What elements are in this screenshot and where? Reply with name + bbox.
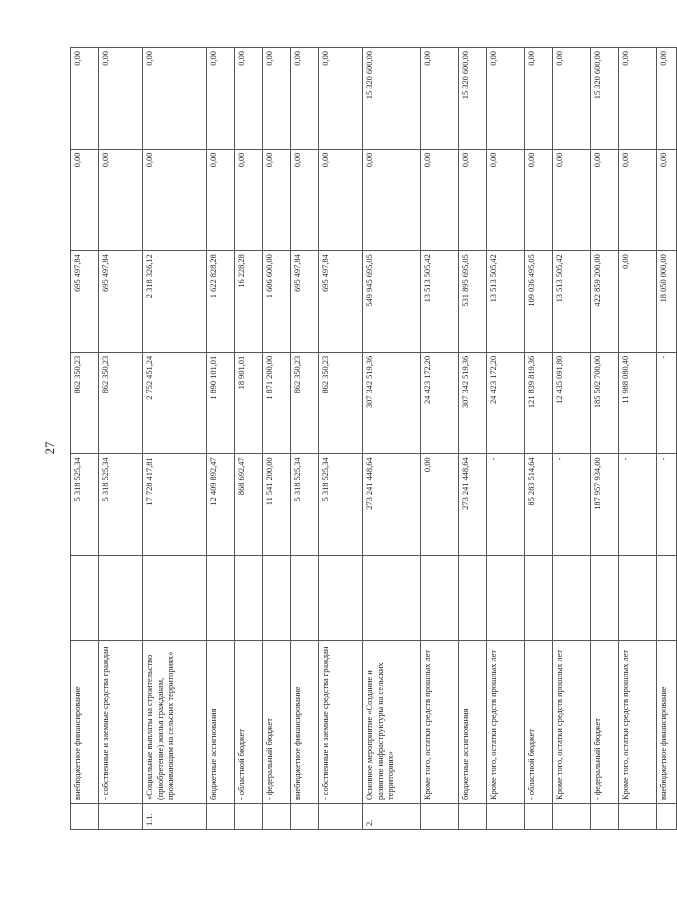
value-cell: 0,00: [207, 149, 235, 251]
value-cell: 0,00: [143, 149, 207, 251]
value-cell: 16 228,28: [235, 251, 263, 353]
row-number: [459, 804, 487, 830]
value-cell: 15 320 600,00: [591, 48, 619, 150]
value-cell: 0,00: [619, 251, 657, 353]
table-row: [71, 48, 99, 830]
value-cell: -: [553, 454, 591, 556]
table-row: [235, 48, 263, 830]
value-cell: 0,00: [319, 149, 363, 251]
row-name: - областной бюджет: [235, 641, 263, 804]
row-name: внебюджетное финансирование: [291, 641, 319, 804]
table-row: [525, 48, 553, 830]
row-number: [319, 804, 363, 830]
row-responsible: [487, 556, 525, 641]
table-row: [207, 48, 235, 830]
row-number: [553, 804, 591, 830]
table-row: [591, 48, 619, 830]
value-cell: 24 423 172,20: [421, 352, 459, 454]
value-cell: 0,00: [553, 48, 591, 150]
row-name: внебюджетное финансирование: [71, 641, 99, 804]
row-number: [657, 804, 677, 830]
value-cell: 0,00: [525, 48, 553, 150]
row-number: [591, 804, 619, 830]
value-cell: 2 318 326,12: [143, 251, 207, 353]
value-cell: 185 502 700,00: [591, 352, 619, 454]
row-responsible: [99, 556, 143, 641]
value-cell: 5 318 525,34: [291, 454, 319, 556]
value-cell: 695 497,84: [99, 251, 143, 353]
value-cell: 0,00: [619, 48, 657, 150]
row-responsible: [291, 556, 319, 641]
row-name: Кроме того, остатки средств прошлых лет: [619, 641, 657, 804]
value-cell: 0,00: [235, 48, 263, 150]
value-cell: 18 050 000,00: [657, 251, 677, 353]
row-name: внебюджетное финансирование: [657, 641, 677, 804]
row-number: 2.: [363, 804, 421, 830]
value-cell: -: [657, 352, 677, 454]
value-cell: 531 895 695,05: [459, 251, 487, 353]
value-cell: 15 320 600,00: [459, 48, 487, 150]
table-row: [459, 48, 487, 830]
row-number: [291, 804, 319, 830]
row-number: [263, 804, 291, 830]
value-cell: 109 036 495,05: [525, 251, 553, 353]
value-cell: 0,00: [525, 149, 553, 251]
row-responsible: [263, 556, 291, 641]
row-name: Кроме того, остатки средств прошлых лет: [487, 641, 525, 804]
value-cell: 0,00: [291, 149, 319, 251]
value-cell: 0,00: [459, 149, 487, 251]
value-cell: 13 513 505,42: [421, 251, 459, 353]
value-cell: 1 871 200,00: [263, 352, 291, 454]
value-cell: 422 859 200,00: [591, 251, 619, 353]
row-number: [487, 804, 525, 830]
value-cell: 868 692,47: [235, 454, 263, 556]
row-number: [421, 804, 459, 830]
value-cell: 0,00: [487, 149, 525, 251]
value-cell: 0,00: [235, 149, 263, 251]
row-name: бюджетные ассигнования: [207, 641, 235, 804]
rotated-table-container: [70, 48, 668, 830]
table-row: [143, 48, 207, 830]
row-name: бюджетные ассигнования: [459, 641, 487, 804]
table-row: [291, 48, 319, 830]
value-cell: 695 497,84: [291, 251, 319, 353]
table-row: [657, 48, 677, 830]
value-cell: 0,00: [291, 48, 319, 150]
value-cell: 695 497,84: [71, 251, 99, 353]
value-cell: 13 513 505,42: [487, 251, 525, 353]
table-row: [619, 48, 657, 830]
value-cell: 0,00: [263, 149, 291, 251]
value-cell: 5 318 525,34: [319, 454, 363, 556]
value-cell: 5 318 525,34: [99, 454, 143, 556]
value-cell: 15 320 600,00: [363, 48, 421, 150]
row-responsible: [619, 556, 657, 641]
value-cell: 0,00: [363, 149, 421, 251]
value-cell: 273 241 448,64: [459, 454, 487, 556]
value-cell: 13 513 505,42: [553, 251, 591, 353]
row-number: [619, 804, 657, 830]
value-cell: 862 350,23: [71, 352, 99, 454]
value-cell: 862 350,23: [319, 352, 363, 454]
value-cell: 1 606 600,00: [263, 251, 291, 353]
row-responsible: [143, 556, 207, 641]
value-cell: 187 957 934,00: [591, 454, 619, 556]
financing-table: [70, 47, 677, 830]
row-responsible: [207, 556, 235, 641]
row-responsible: [525, 556, 553, 641]
row-name: - федеральный бюджет: [591, 641, 619, 804]
row-name: Кроме того, остатки средств прошлых лет: [421, 641, 459, 804]
value-cell: 0,00: [421, 149, 459, 251]
value-cell: 0,00: [143, 48, 207, 150]
value-cell: 5 318 525,34: [71, 454, 99, 556]
value-cell: 11 541 200,00: [263, 454, 291, 556]
value-cell: 1 890 101,01: [207, 352, 235, 454]
row-number: [207, 804, 235, 830]
value-cell: 0,00: [71, 48, 99, 150]
row-responsible: [657, 556, 677, 641]
table-row: [421, 48, 459, 830]
row-name: Кроме того, остатки средств прошлых лет: [553, 641, 591, 804]
table-row: [263, 48, 291, 830]
value-cell: -: [619, 454, 657, 556]
page-number: 27: [42, 441, 57, 455]
value-cell: 2 752 451,24: [143, 352, 207, 454]
value-cell: 17 728 417,81: [143, 454, 207, 556]
table-row: [363, 48, 421, 830]
row-responsible: [363, 556, 421, 641]
value-cell: 121 839 819,36: [525, 352, 553, 454]
value-cell: 0,00: [421, 48, 459, 150]
row-responsible: [319, 556, 363, 641]
value-cell: 862 350,23: [99, 352, 143, 454]
table-row: [99, 48, 143, 830]
value-cell: 0,00: [619, 149, 657, 251]
value-cell: 695 497,84: [319, 251, 363, 353]
value-cell: 273 241 448,64: [363, 454, 421, 556]
row-responsible: [591, 556, 619, 641]
row-number: [525, 804, 553, 830]
value-cell: 0,00: [319, 48, 363, 150]
value-cell: 307 342 519,36: [363, 352, 421, 454]
value-cell: 12 435 091,80: [553, 352, 591, 454]
row-number: [235, 804, 263, 830]
value-cell: 0,00: [99, 149, 143, 251]
value-cell: 862 350,23: [291, 352, 319, 454]
value-cell: 0,00: [421, 454, 459, 556]
row-responsible: [421, 556, 459, 641]
row-name: - областной бюджет: [525, 641, 553, 804]
value-cell: 24 423 172,20: [487, 352, 525, 454]
value-cell: -: [487, 454, 525, 556]
row-number: [99, 804, 143, 830]
financing-table-body: [71, 48, 677, 830]
row-name: - федеральный бюджет: [263, 641, 291, 804]
value-cell: -: [657, 454, 677, 556]
value-cell: 0,00: [487, 48, 525, 150]
value-cell: 0,00: [553, 149, 591, 251]
value-cell: 307 342 519,36: [459, 352, 487, 454]
value-cell: 0,00: [207, 48, 235, 150]
value-cell: 0,00: [263, 48, 291, 150]
table-row: [553, 48, 591, 830]
value-cell: 0,00: [657, 48, 677, 150]
value-cell: 1 622 828,28: [207, 251, 235, 353]
value-cell: 18 901,01: [235, 352, 263, 454]
row-name: Основное мероприятие «Создание и развитие инфраструктуры на сельских территориях»: [363, 641, 421, 804]
row-name: «Социальные выплаты на строительство (приобретение) жилья гражданам, проживающим на сельских территориях»: [143, 641, 207, 804]
table-row: [319, 48, 363, 830]
row-responsible: [459, 556, 487, 641]
value-cell: 0,00: [657, 149, 677, 251]
row-responsible: [71, 556, 99, 641]
value-cell: 0,00: [71, 149, 99, 251]
value-cell: 549 945 695,05: [363, 251, 421, 353]
row-responsible: [235, 556, 263, 641]
row-number: [71, 804, 99, 830]
value-cell: 0,00: [99, 48, 143, 150]
value-cell: 0,00: [591, 149, 619, 251]
table-row: [487, 48, 525, 830]
row-responsible: [553, 556, 591, 641]
value-cell: 11 988 080,40: [619, 352, 657, 454]
row-number: 1.1.: [143, 804, 207, 830]
value-cell: 12 409 892,47: [207, 454, 235, 556]
value-cell: 85 283 514,64: [525, 454, 553, 556]
row-name: - собственные и заемные средства граждан: [319, 641, 363, 804]
row-name: - собственные и заемные средства граждан: [99, 641, 143, 804]
